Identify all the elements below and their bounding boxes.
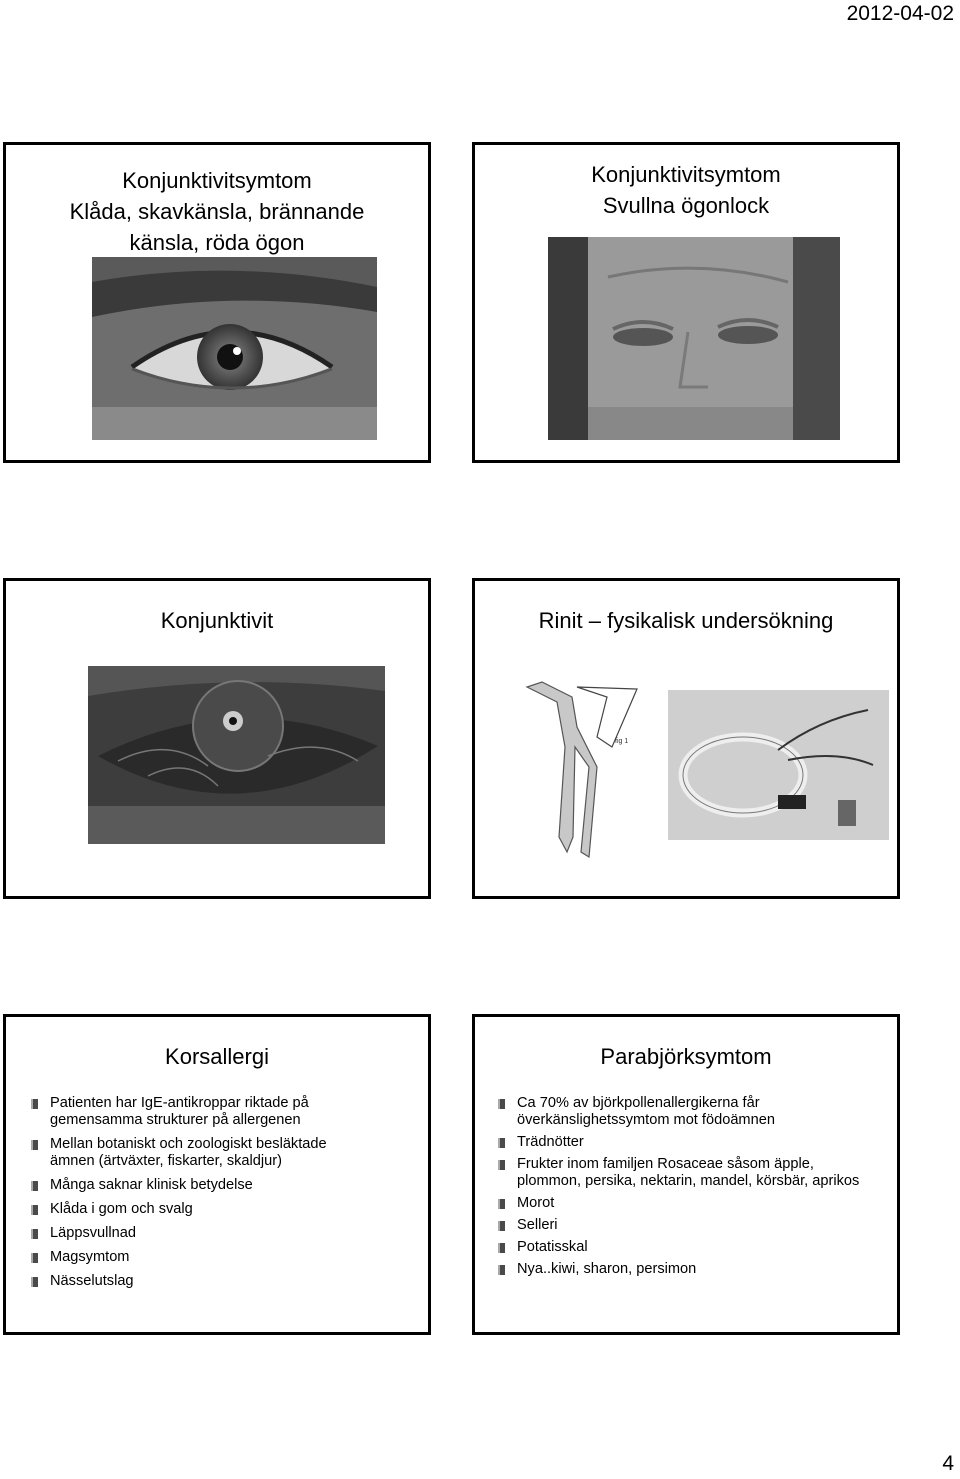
bullet-icon <box>31 1140 38 1150</box>
slide-3 <box>3 578 431 899</box>
list-item: Klåda i gom och svalg <box>31 1201 371 1218</box>
page-number: 4 <box>942 1452 954 1475</box>
bullet-icon <box>498 1199 505 1209</box>
list-item: Morot <box>498 1195 870 1212</box>
list-item: Ca 70% av björkpollenallergikerna får överkänslighetssymtom mot födoämnen <box>498 1095 870 1129</box>
head-lamp-photo <box>668 690 889 840</box>
list-item: Många saknar klinisk betydelse <box>31 1177 371 1194</box>
bullet-icon <box>31 1253 38 1263</box>
slide-2 <box>472 142 900 463</box>
slide-title: Konjunktivitsymtom Klåda, skavkänsla, brännande känsla, röda ögon <box>69 168 365 255</box>
bullet-icon <box>31 1181 38 1191</box>
list-item: Nässelutslag <box>31 1273 371 1290</box>
bullet-list <box>498 1095 870 1283</box>
bullet-icon <box>31 1277 38 1287</box>
bullet-icon <box>498 1160 505 1170</box>
red-eye-closeup-photo <box>92 257 377 440</box>
slide-4 <box>472 578 900 899</box>
list-item: Mellan botaniskt och zoologiskt besläktade ämnen (ärtväxter, fiskarter, skaldjur) <box>31 1136 371 1170</box>
bullet-icon <box>498 1138 505 1148</box>
bullet-icon <box>31 1205 38 1215</box>
slide-title: Konjunktivit <box>160 608 274 633</box>
conjunctivitis-eye-photo <box>88 666 385 844</box>
date-header: 2012-04-02 <box>846 2 954 25</box>
slide-title: Konjunktivitsymtom Svullna ögonlock <box>591 162 781 218</box>
bullet-icon <box>31 1229 38 1239</box>
list-item: Magsymtom <box>31 1249 371 1266</box>
slide-title: Parabjörksymtom <box>600 1044 772 1069</box>
list-item: Potatisskal <box>498 1239 870 1256</box>
list-item: Nya..kiwi, sharon, persimon <box>498 1261 870 1278</box>
bullet-icon <box>498 1221 505 1231</box>
slide-6 <box>472 1014 900 1335</box>
bullet-icon <box>498 1099 505 1109</box>
bullet-list <box>31 1095 371 1297</box>
slide-title: Rinit – fysikalisk undersökning <box>538 608 834 633</box>
slide-5 <box>3 1014 431 1335</box>
figure-label: fig 1 <box>615 738 629 745</box>
nasal-speculum-drawing <box>517 677 647 867</box>
slide-1 <box>3 142 431 463</box>
list-item: Frukter inom familjen Rosaceae såsom äpple, plommon, persika, nektarin, mandel, körsbär, aprikos <box>498 1156 870 1190</box>
bullet-icon <box>498 1265 505 1275</box>
slide-title: Korsallergi <box>165 1044 269 1069</box>
swollen-eyelids-face-photo <box>548 237 840 440</box>
bullet-icon <box>31 1099 38 1109</box>
list-item: Selleri <box>498 1217 870 1234</box>
list-item: Läppsvullnad <box>31 1225 371 1242</box>
list-item: Patienten har IgE-antikroppar riktade på gemensamma strukturer på allergenen <box>31 1095 371 1129</box>
bullet-icon <box>498 1243 505 1253</box>
list-item: Trädnötter <box>498 1134 870 1151</box>
